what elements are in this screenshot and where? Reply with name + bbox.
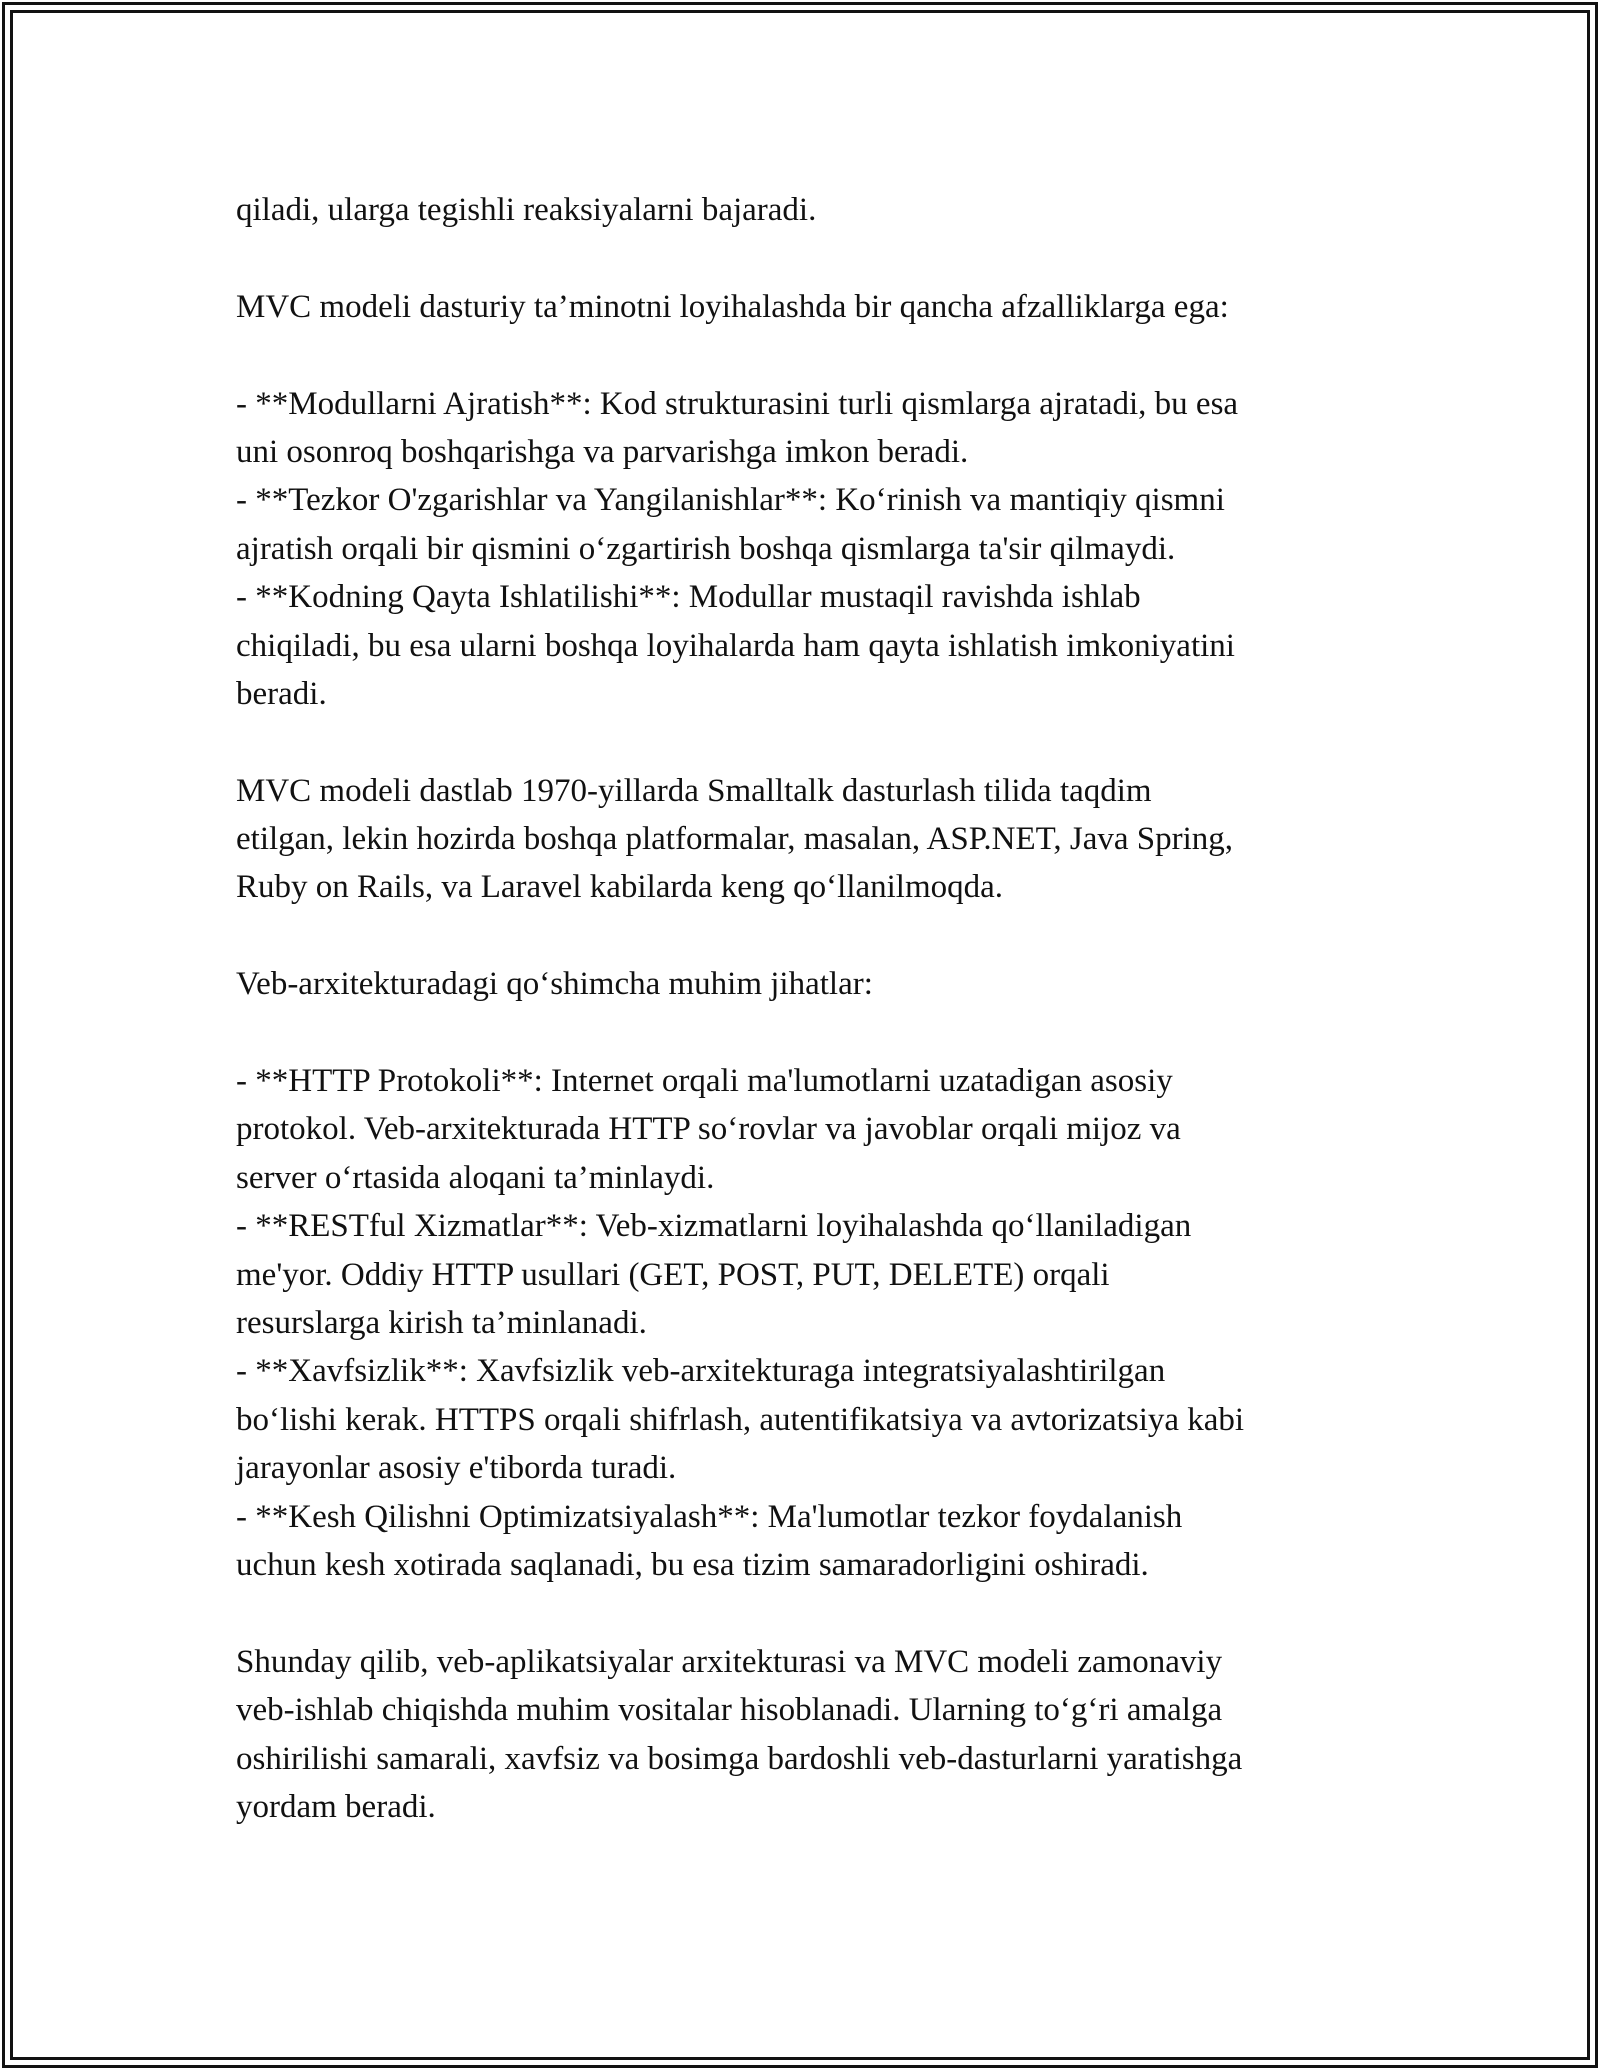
text-line: etilgan, lekin hozirda boshqa platformalar, masalan, ASP.NET, Java Spring, [236,821,1234,858]
blank-line [236,1589,1366,1637]
text-line: - **Xavfsizlik**: Xavfsizlik veb-arxitekturaga integratsiyalashtirilgan [236,1353,1166,1390]
blank-line [236,234,1366,282]
text-line: - **RESTful Xizmatlar**: Veb-xizmatlarni loyihalashda qo‘llaniladigan [236,1208,1192,1245]
text-line: uni osonroq boshqarishga va parvarishga imkon beradi. [236,433,969,470]
text-line: MVC modeli dastlab 1970-yillarda Smalltalk dasturlash tilida taqdim [236,772,1152,809]
text-line: beradi. [236,675,327,712]
text-line: yordam beradi. [236,1788,436,1825]
text-line: - **HTTP Protokoli**: Internet orqali ma'lumotlarni uzatadigan asosiy [236,1063,1173,1100]
text-line: - **Kesh Qilishni Optimizatsiyalash**: Ma'lumotlar tezkor foydalanish [236,1498,1183,1535]
blank-line [236,331,1366,379]
text-line: veb-ishlab chiqishda muhim vositalar hisoblanadi. Ularning to‘g‘ri amalga [236,1692,1223,1729]
text-line: bo‘lishi kerak. HTTPS orqali shifrlash, autentifikatsiya va avtorizatsiya kabi [236,1401,1245,1438]
document-body [236,186,1366,1831]
text-line: protokol. Veb-arxitekturada HTTP so‘rovlar va javoblar orqali mijoz va [236,1111,1181,1148]
text-line: qiladi, ularga tegishli reaksiyalarni bajaradi. [236,192,817,228]
text-line: - **Tezkor O'zgarishlar va Yangilanishlar**: Ko‘rinish va mantiqiy qismni [236,482,1225,519]
text-line: - **Modullarni Ajratish**: Kod strukturasini turli qismlarga ajratadi, bu esa [236,385,1239,422]
text-line: resurslarga kirish ta’minlanadi. [236,1304,647,1341]
text-line: server o‘rtasida aloqani ta’minlaydi. [236,1159,715,1196]
blank-line [236,1009,1366,1057]
text-line: oshirilishi samarali, xavfsiz va bosimga bardoshli veb-dasturlarni yaratishga [236,1740,1243,1777]
blank-line [236,912,1366,960]
text-line: me'yor. Oddiy HTTP usullari (GET, POST, PUT, DELETE) orqali [236,1256,1110,1293]
text-line: uchun kesh xotirada saqlanadi, bu esa tizim samaradorligini oshiradi. [236,1546,1149,1583]
text-line: Veb-arxitekturadagi qo‘shimcha muhim jihatlar: [236,966,873,1003]
text-line: chiqiladi, bu esa ularni boshqa loyihalarda ham qayta ishlatish imkoniyatini [236,627,1235,664]
text-line: jarayonlar asosiy e'tiborda turadi. [236,1450,677,1487]
text-line: Ruby on Rails, va Laravel kabilarda keng qo‘llanilmoqda. [236,869,1004,906]
text-line: - **Kodning Qayta Ishlatilishi**: Modullar mustaqil ravishda ishlab [236,579,1141,616]
blank-line [236,718,1366,766]
text-line: Shunday qilib, veb-aplikatsiyalar arxitekturasi va MVC modeli zamonaviy [236,1643,1223,1680]
text-line: ajratish orqali bir qismini o‘zgartirish boshqa qismlarga ta'sir qilmaydi. [236,530,1176,567]
text-line: MVC modeli dasturiy ta’minotni loyihalashda bir qancha afzalliklarga ega: [236,288,1229,325]
